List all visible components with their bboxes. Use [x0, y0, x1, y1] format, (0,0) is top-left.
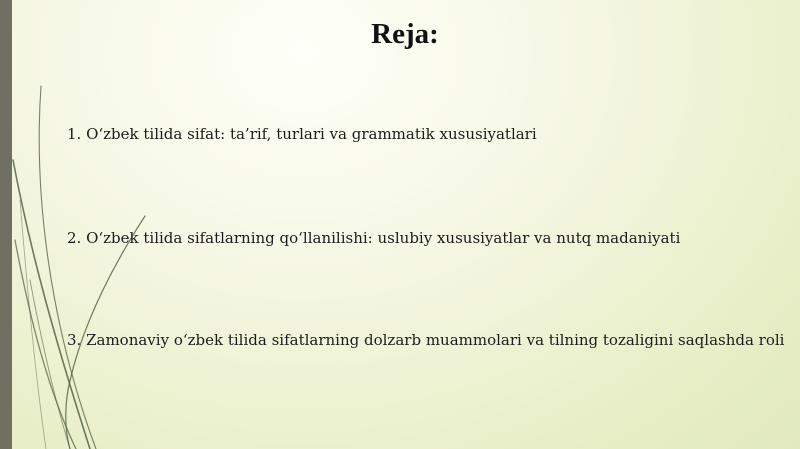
plan-item-1: 1. O‘zbek tilida sifat: ta’rif, turlari va grammatik xususiyatlari	[67, 125, 537, 143]
grass-stroke	[66, 390, 70, 449]
left-accent-bar	[0, 0, 12, 449]
grass-stroke	[30, 280, 70, 449]
slide-title: Reja:	[371, 18, 439, 50]
plan-item-3: 3. Zamonaviy o‘zbek tilida sifatlarning dolzarb muammolari va tilning tozaligini saqlashda roli	[67, 331, 785, 349]
grass-stroke	[13, 160, 90, 449]
plan-item-2: 2. O‘zbek tilida sifatlarning qo‘llanilishi: uslubiy xususiyatlar va nutq madaniyati	[67, 229, 681, 247]
grass-stroke	[20, 200, 46, 449]
